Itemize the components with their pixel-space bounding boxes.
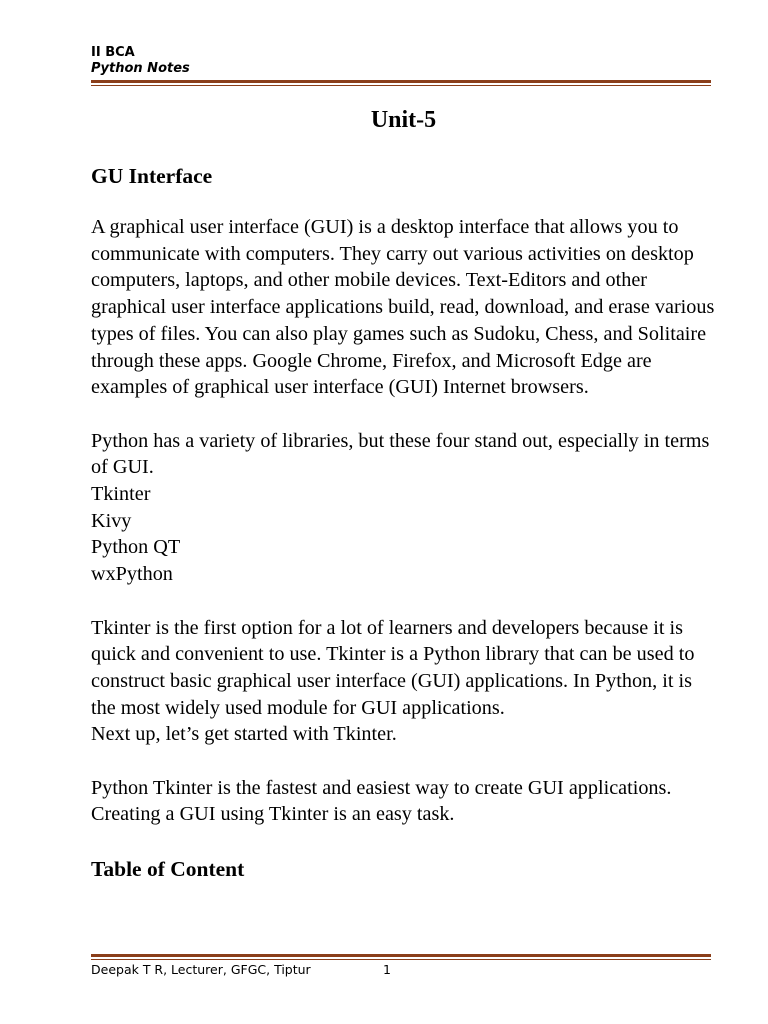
tkinter-next: Next up, let’s get started with Tkinter. xyxy=(91,723,397,746)
library-item-python-qt: Python QT xyxy=(91,536,181,559)
toc-heading: Table of Content xyxy=(91,856,245,881)
section-heading: GU Interface xyxy=(91,164,213,188)
page-header xyxy=(91,45,190,77)
tkinter-description: Tkinter is the first option for a lot of learners and developers because it is quick and convenient to use. Tkinter is a Python library that can be used to construct basic graphical user interface (GUI) applications. In Python, it is the most widely used module for GUI applications. xyxy=(91,616,695,719)
paragraph-tkinter-fastest: Python Tkinter is the fastest and easiest way to create GUI applications. Creating a GUI using Tkinter is an easy task. xyxy=(91,776,672,826)
page-footer xyxy=(91,962,711,978)
unit-title: Unit-5 xyxy=(370,107,437,133)
footer-divider xyxy=(91,954,711,957)
paragraph-libraries xyxy=(91,428,716,588)
library-item-wxpython: wxPython xyxy=(91,563,173,586)
paragraph-gui-intro: A graphical user interface (GUI) is a desktop interface that allows you to communicate with computers. They carry out various activities on desktop computers, laptops, and other mobile devices. Text-Editors and other graphical user interface applications build, read, download, and erase various types of files. You can also play games such as Sudoku, Chess, and Solitaire through these apps. Google Chrome, Firefox, and Microsoft Edge are examples of graphical user interface (GUI) Internet browsers. xyxy=(91,216,715,399)
header-subject: Python Notes xyxy=(91,61,190,76)
header-course: II BCA xyxy=(91,45,135,60)
document-body xyxy=(91,104,716,907)
paragraph-tkinter xyxy=(91,615,716,749)
libraries-intro: Python has a variety of libraries, but these four stand out, especially in terms of GUI. xyxy=(91,429,710,479)
header-divider xyxy=(91,80,711,83)
footer-author: Deepak T R, Lecturer, GFGC, Tiptur xyxy=(91,962,311,977)
library-item-kivy: Kivy xyxy=(91,509,132,532)
library-item-tkinter: Tkinter xyxy=(91,483,151,506)
page-number: 1 xyxy=(383,962,391,977)
